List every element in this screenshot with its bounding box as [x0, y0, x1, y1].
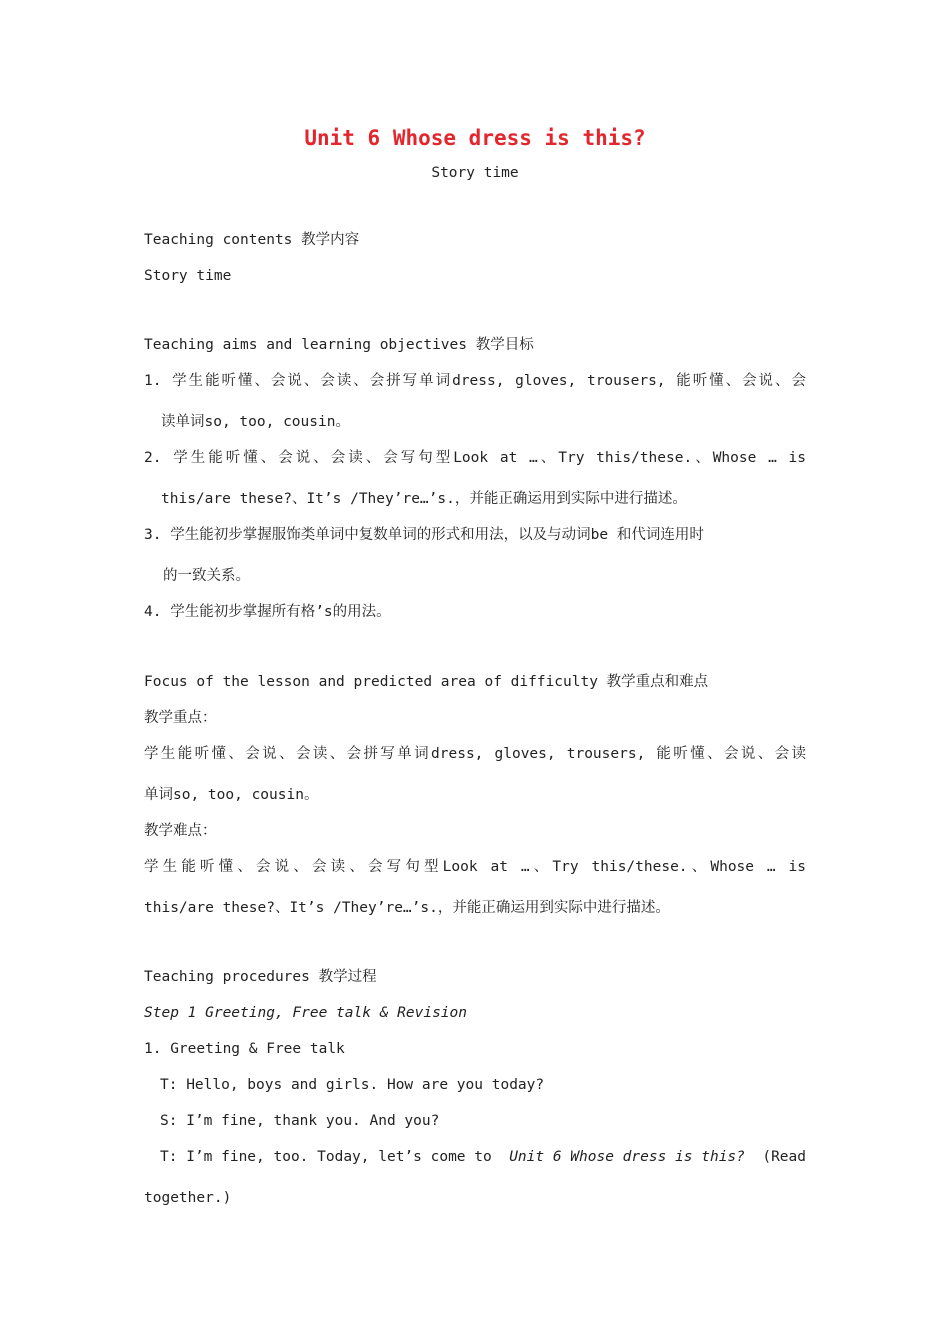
- dialog-line-3-cont: together.): [144, 1190, 232, 1206]
- page-title: Unit 6 Whose dress is this?: [304, 126, 646, 150]
- dialog-line-3-italic: Unit 6 Whose dress is this?: [509, 1149, 745, 1165]
- difficult-points-label: 教学难点：: [144, 823, 217, 839]
- dialog-line-3: [160, 1147, 806, 1167]
- aim-3-line1: 3. 学生能初步掌握服饰类单词中复数单词的形式和用法，以及与动词be 和代词连用时: [144, 527, 704, 543]
- aim-1-line1: 1. 学生能听懂、会说、会读、会拼写单词dress, gloves, trousers, 能听懂、会说、会: [144, 373, 806, 389]
- key-points-line2: 单词so, too, cousin。: [144, 787, 319, 803]
- contents-heading: Teaching contents 教学内容: [144, 232, 360, 248]
- step-1-heading: Step 1 Greeting, Free talk & Revision: [144, 1005, 468, 1021]
- aim-2-line2: this/are these?、It’s /They’re…’s.，并能正确运用到实际中进行描述。: [161, 491, 687, 507]
- aim-4-line1: 4. 学生能初步掌握所有格’s的用法。: [144, 604, 391, 620]
- dialog-line-2: S: I’m fine, thank you. And you?: [160, 1113, 440, 1129]
- page-subtitle: Story time: [431, 165, 519, 181]
- dialog-line-1: T: Hello, boys and girls. How are you today?: [160, 1077, 545, 1093]
- dialog-line-3-suffix: (Read: [762, 1149, 806, 1165]
- key-points-label: 教学重点：: [144, 710, 217, 726]
- contents-body: Story time: [144, 268, 232, 284]
- focus-heading: Focus of the lesson and predicted area of difficulty 教学重点和难点: [144, 674, 709, 690]
- aim-3-line2: 的一致关系。: [163, 568, 250, 584]
- dialog-line-3-prefix: T: I’m fine, too. Today, let’s come to: [160, 1149, 492, 1165]
- item-1-heading: 1. Greeting & Free talk: [144, 1041, 345, 1057]
- procedures-heading: Teaching procedures 教学过程: [144, 969, 377, 985]
- aims-heading: Teaching aims and learning objectives 教学目标: [144, 337, 534, 353]
- aim-1-line2: 读单词so, too, cousin。: [161, 414, 350, 430]
- difficult-points-line2: this/are these?、It’s /They’re…’s.，并能正确运用到实际中进行描述。: [144, 900, 670, 916]
- aim-2-line1: 2. 学生能听懂、会说、会读、会写句型Look at …、Try this/these.、Whose … is: [144, 450, 806, 466]
- difficult-points-line1: 学生能听懂、会说、会读、会写句型Look at …、Try this/these.、Whose … is: [144, 859, 806, 875]
- key-points-line1: 学生能听懂、会说、会读、会拼写单词dress, gloves, trousers, 能听懂、会说、会读: [144, 746, 806, 762]
